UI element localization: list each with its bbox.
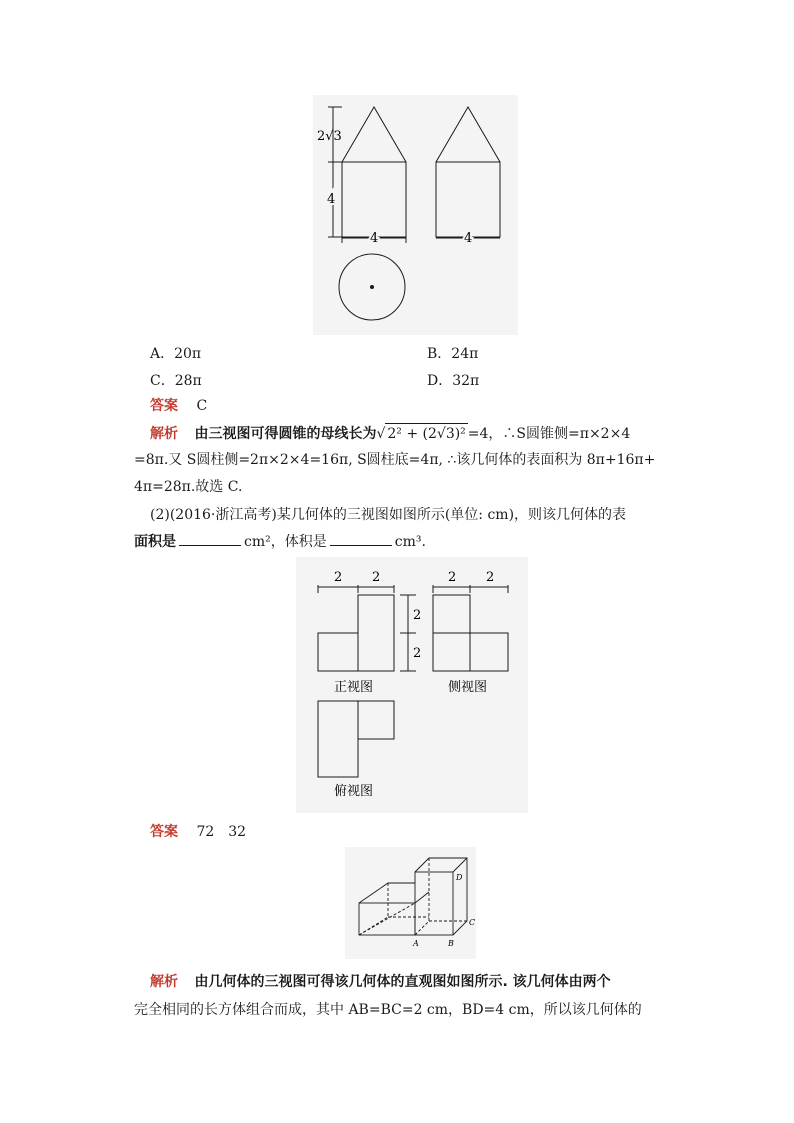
top-center-dot (370, 285, 374, 289)
analysis-1-text-a: 由三视图可得圆锥的母线长为 (194, 426, 377, 442)
dim-2-f: 2 (486, 570, 495, 585)
answer-2-value: 72 32 (196, 824, 247, 840)
analysis-1-text-b: =4，∴S圆锥侧=π×2×4 (467, 426, 631, 442)
point-d-label: D (456, 873, 463, 882)
dim-2-c: 2 (413, 608, 422, 623)
answer-1 (150, 396, 207, 416)
analysis-2-line-2: 完全相同的长方体组合而成，其中 AB=BC=2 cm，BD=4 cm，所以该几何体的 (134, 1002, 642, 1018)
dim-cyl-height: 4 (327, 192, 336, 207)
dim-2-e: 2 (448, 570, 457, 585)
dim-2-d: 2 (413, 646, 422, 661)
analysis-1-line-3: 4π=28π.故选 C. (134, 479, 243, 495)
figure-1-drawing (313, 95, 518, 335)
dim-cone-height: 2√3 (317, 129, 342, 144)
front-cylinder (342, 162, 406, 237)
figure-3-drawing (345, 847, 476, 959)
answer-1-value: C (196, 398, 208, 414)
point-a-label: A (413, 939, 419, 948)
choice-c: C．28π (150, 373, 202, 389)
point-c-label: C (469, 918, 476, 927)
q2-suffix: cm³. (394, 534, 426, 550)
figure-1 (313, 95, 518, 335)
choice-a: A．20π (150, 346, 202, 362)
question-2-line-1: (2)(2016·浙江高考)某几何体的三视图如图所示(单位: cm)，则该几何体的表 (150, 507, 627, 523)
answer-2 (150, 822, 246, 842)
q2-mid: cm²，体积是 (244, 534, 327, 550)
answer-blank-area (179, 533, 241, 546)
front-cone (342, 107, 406, 162)
sqrt-radicand: 2² + (2√3)² (385, 423, 467, 444)
front-low-box (318, 633, 358, 671)
caption-side-view: 侧视图 (448, 680, 488, 695)
analysis-1-line-1 (150, 423, 630, 444)
answer-1-label: 答案 (150, 398, 178, 414)
dim-2-a: 2 (334, 570, 343, 585)
answer-2-label: 答案 (150, 824, 178, 840)
figure-3 (345, 847, 476, 959)
answer-blank-volume (330, 533, 392, 546)
analysis-2-label: 解析 (150, 974, 178, 990)
q2-prefix: 面积是 (134, 534, 176, 550)
figure-2-drawing (296, 557, 528, 813)
front-tall-box (358, 595, 394, 671)
top-short-box (358, 701, 394, 739)
dim-side-width: 4 (464, 231, 473, 246)
analysis-1-label: 解析 (150, 426, 178, 442)
side-cone (436, 107, 500, 162)
analysis-1-line-2: =8π.又 S圆柱侧=2π×2×4=16π, S圆柱底=4π, ∴该几何体的表面积为 8π+16π+ (134, 452, 656, 468)
sqrt-sign: √ (376, 426, 386, 442)
caption-front-view: 正视图 (334, 680, 374, 695)
dim-front-width: 4 (370, 231, 379, 246)
point-b-label: B (448, 939, 454, 948)
choice-b: B．24π (427, 346, 479, 362)
top-long-box (318, 701, 358, 777)
question-2-line-2 (134, 532, 426, 552)
analysis-2-text-1: 由几何体的三视图可得该几何体的直观图如图所示. 该几何体由两个 (194, 974, 611, 990)
caption-top-view: 俯视图 (334, 784, 374, 799)
choice-d: D．32π (427, 373, 480, 389)
dim-2-b: 2 (372, 570, 381, 585)
side-cylinder (436, 162, 500, 237)
figure-2 (296, 557, 528, 813)
analysis-2-line-1 (150, 972, 611, 992)
